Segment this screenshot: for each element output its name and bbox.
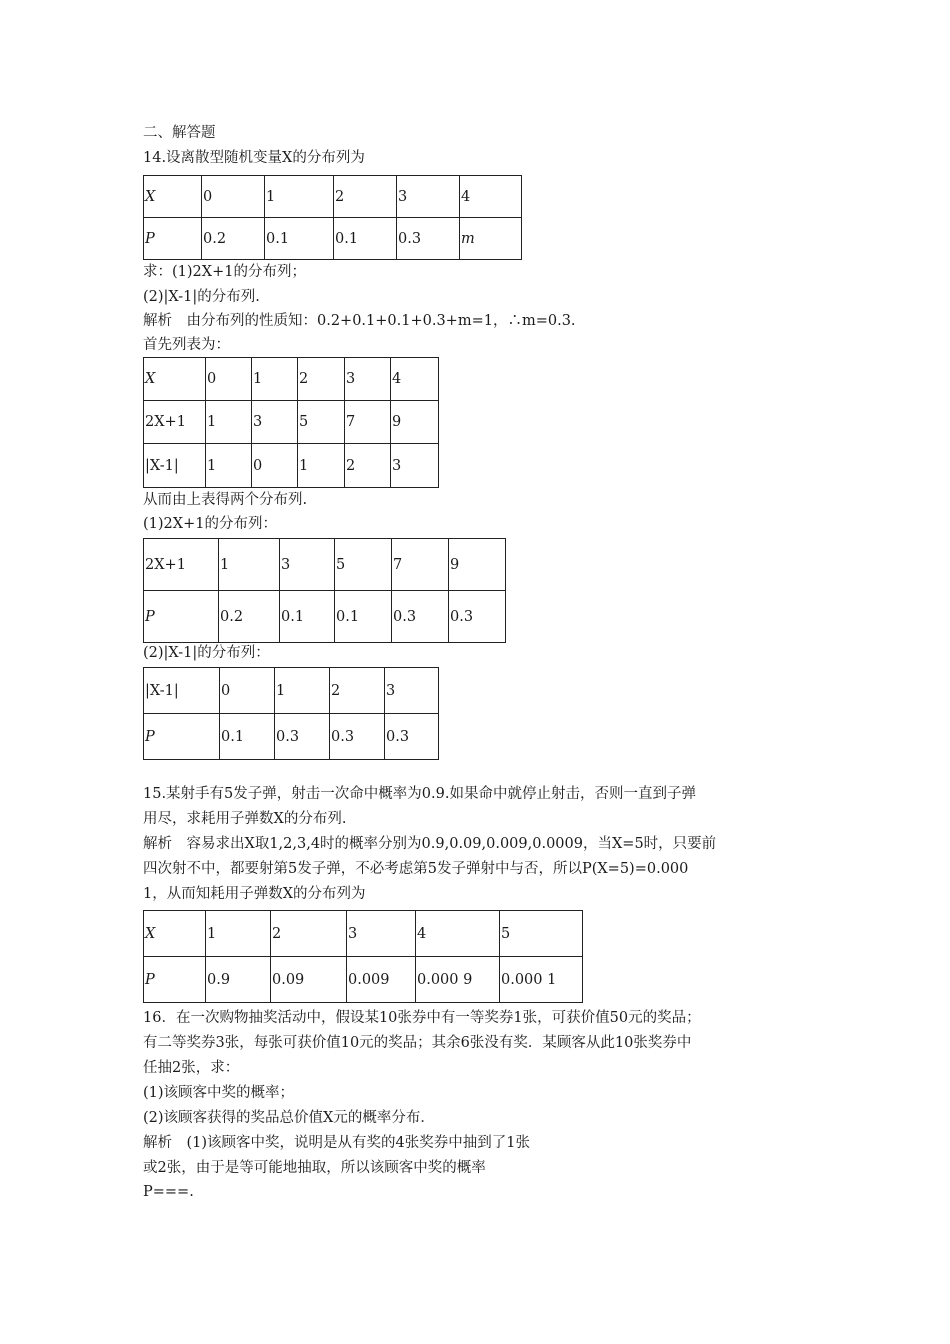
table-cell: 1: [206, 911, 271, 957]
table-row: [144, 668, 439, 714]
table-cell: 2: [334, 176, 397, 218]
q16-line-2: 有二等奖券3张，每张可获价值10元的奖品；其余6张没有奖．某顾客从此10张奖券中: [143, 1035, 692, 1051]
table-cell: X: [144, 358, 206, 401]
table-row: [144, 444, 439, 488]
table-cell: 3: [391, 444, 439, 488]
table-row: [144, 539, 506, 591]
table-cell: P: [144, 218, 202, 260]
q14-solution-4: (1)2X+1的分布列：: [143, 516, 277, 532]
table-cell: 1: [206, 401, 252, 444]
table-cell: 5: [298, 401, 345, 444]
table-cell: 0.1: [265, 218, 334, 260]
q15-line-2: 用尽，求耗用子弹数X的分布列.: [143, 811, 347, 827]
table-cell: |X-1|: [144, 444, 206, 488]
table-cell: 9: [449, 539, 506, 591]
table-cell: 1: [275, 668, 330, 714]
q14-transform-table: [143, 357, 439, 488]
table-cell: 7: [345, 401, 391, 444]
table-row: [144, 957, 583, 1003]
q16-line-3: 任抽2张，求：: [143, 1060, 240, 1076]
table-cell: |X-1|: [144, 668, 220, 714]
table-row: [144, 714, 439, 760]
q14-solution-1: 解析 由分布列的性质知：0.2+0.1+0.1+0.3+m=1，∴m=0.3.: [143, 313, 576, 329]
table-cell: 3: [345, 358, 391, 401]
table-cell: 1: [219, 539, 280, 591]
table-cell: 0.3: [392, 591, 449, 643]
table-cell: 0.1: [335, 591, 392, 643]
q14-distribution-2x-plus-1: [143, 538, 506, 643]
q14-solution-5: (2)|X-1|的分布列：: [143, 645, 270, 661]
table-cell: 2: [330, 668, 385, 714]
q15-line-5: 1，从而知耗用子弹数X的分布列为: [143, 886, 366, 902]
table-cell: 0.3: [275, 714, 330, 760]
table-cell: 3: [347, 911, 416, 957]
table-cell: 0.000 1: [500, 957, 583, 1003]
q15-line-4: 四次射不中，都要射第5发子弹，不必考虑第5发子弹射中与否，所以P(X=5)=0.000: [143, 861, 689, 877]
table-cell: 0: [252, 444, 298, 488]
table-cell: 0.09: [271, 957, 347, 1003]
q14-ask-1: 求：(1)2X+1的分布列；: [143, 264, 306, 280]
table-cell: 0: [220, 668, 275, 714]
table-cell: 2: [298, 358, 345, 401]
table-row: [144, 911, 583, 957]
table-cell: 0: [206, 358, 252, 401]
table-cell: P: [144, 591, 219, 643]
table-cell: 2X+1: [144, 401, 206, 444]
q16-line-6: 解析 (1)该顾客中奖，说明是从有奖的4张奖券中抽到了1张: [143, 1135, 530, 1151]
table-cell: P: [144, 714, 220, 760]
table-cell: 4: [416, 911, 500, 957]
table-cell: 1: [265, 176, 334, 218]
table-cell: 0.2: [219, 591, 280, 643]
table-row: [144, 176, 522, 218]
q14-solution-3: 从而由上表得两个分布列.: [143, 492, 308, 508]
table-cell: 0.1: [220, 714, 275, 760]
q14-stem: 14.设离散型随机变量X的分布列为: [143, 150, 365, 166]
table-row: [144, 358, 439, 401]
q14-distribution-table: [143, 175, 522, 260]
q15-line-3: 解析 容易求出X取1,2,3,4时的概率分别为0.9,0.09,0.009,0.0009，当X=5时，只要前: [143, 836, 717, 852]
table-cell: 1: [298, 444, 345, 488]
table-row: [144, 401, 439, 444]
table-cell: 2X+1: [144, 539, 219, 591]
table-cell: 0.2: [202, 218, 265, 260]
q16-line-7: 或2张，由于是等可能地抽取，所以该顾客中奖的概率: [143, 1160, 486, 1176]
q16-line-8: P===.: [143, 1184, 194, 1200]
table-cell: 2: [271, 911, 347, 957]
table-cell: 0.1: [334, 218, 397, 260]
table-cell: 0.000 9: [416, 957, 500, 1003]
table-cell: 0.3: [397, 218, 460, 260]
q14-solution-2: 首先列表为：: [143, 337, 230, 353]
table-cell: 1: [206, 444, 252, 488]
q14-ask-2: (2)|X-1|的分布列.: [143, 289, 260, 305]
q15-line-1: 15.某射手有5发子弹，射击一次命中概率为0.9.如果命中就停止射击，否则一直到子弹: [143, 786, 696, 802]
table-cell: 3: [385, 668, 439, 714]
table-cell: 0.9: [206, 957, 271, 1003]
table-cell: 9: [391, 401, 439, 444]
table-cell: P: [144, 957, 206, 1003]
table-cell: 0: [202, 176, 265, 218]
table-cell: 3: [280, 539, 335, 591]
table-cell: 0.009: [347, 957, 416, 1003]
table-cell: 5: [335, 539, 392, 591]
q16-line-1: 16．在一次购物抽奖活动中，假设某10张券中有一等奖券1张，可获价值50元的奖品；: [143, 1010, 701, 1026]
table-cell: 4: [460, 176, 522, 218]
table-cell: 0.1: [280, 591, 335, 643]
table-cell: 2: [345, 444, 391, 488]
q16-line-5: (2)该顾客获得的奖品总价值X元的概率分布．: [143, 1110, 435, 1126]
table-cell: 0.3: [385, 714, 439, 760]
table-cell: 0.3: [449, 591, 506, 643]
table-cell: 3: [252, 401, 298, 444]
table-cell: 7: [392, 539, 449, 591]
table-cell: X: [144, 176, 202, 218]
table-cell: 4: [391, 358, 439, 401]
table-cell: 0.3: [330, 714, 385, 760]
table-row: [144, 218, 522, 260]
section-title: 二、解答题: [143, 125, 216, 141]
table-row: [144, 591, 506, 643]
table-cell: m: [460, 218, 522, 260]
q15-distribution-table: [143, 910, 583, 1003]
table-cell: 1: [252, 358, 298, 401]
table-cell: 3: [397, 176, 460, 218]
q16-line-4: (1)该顾客中奖的概率；: [143, 1085, 295, 1101]
table-cell: 5: [500, 911, 583, 957]
q14-distribution-abs: [143, 667, 439, 760]
table-cell: X: [144, 911, 206, 957]
